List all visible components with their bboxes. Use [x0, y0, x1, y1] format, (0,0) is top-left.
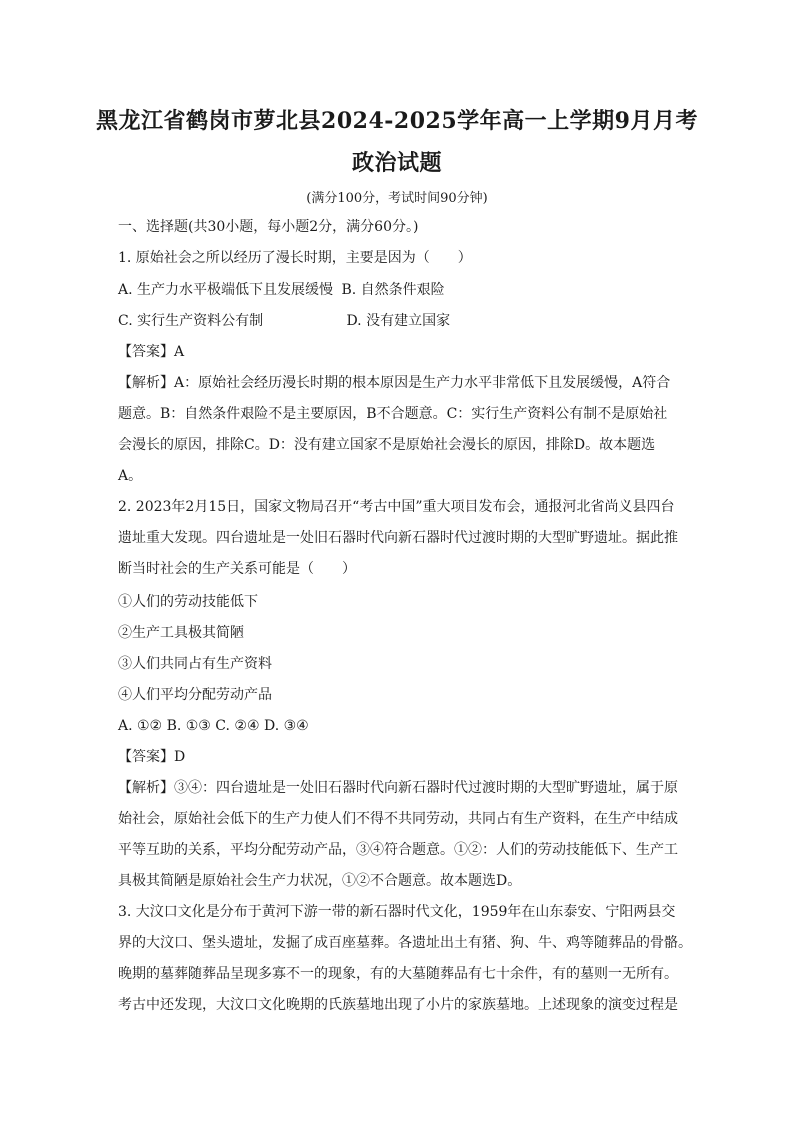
q1-options-row2 — [118, 312, 450, 330]
q2-analysis-line: 具极其简陋是原始社会生产力状况，①②不合题意。故本题选D。 — [118, 873, 522, 889]
q1-option-b: B. 自然条件艰险 — [341, 282, 445, 298]
q1-analysis-line: A。 — [118, 468, 143, 484]
q2-analysis-line: 始社会，原始社会低下的生产力使人们不得不共同劳动，共同占有生产资料，在生产中结成 — [118, 811, 678, 827]
q2-item: ④人们平均分配劳动产品 — [118, 687, 272, 703]
q2-stem-line: 遗址重大发现。四台遗址是一处旧石器时代向新石器时代过渡时期的大型旷野遗址。据此推 — [118, 530, 678, 546]
doc-title-line2: 政治试题 — [351, 150, 442, 176]
q2-stem-line: 断当时社会的生产关系可能是（ ） — [118, 561, 356, 577]
q3-stem-line: 晚期的墓葬随葬品呈现多寡不一的现象，有的大墓随葬品有七十余件，有的墓则一无所有。 — [118, 966, 678, 982]
exam-info: (满分100分，考试时间90分钟) — [306, 191, 488, 206]
q3-stem-line: 界的大汶口、堡头遗址，发掘了成百座墓葬。各遗址出土有猪、狗、牛、鸡等随葬品的骨骼。 — [118, 935, 692, 951]
q2-analysis-line: 【解析】③④：四台遗址是一处旧石器时代向新石器时代过渡时期的大型旷野遗址，属于原 — [118, 780, 678, 796]
q1-answer: 【答案】A — [118, 344, 185, 360]
q2-analysis-line: 平等互助的关系，平均分配劳动产品，③④符合题意。①②：人们的劳动技能低下、生产工 — [118, 842, 678, 858]
q2-item: ①人们的劳动技能低下 — [118, 594, 258, 610]
q2-stem-line: 2. 2023年2月15日，国家文物局召开“考古中国”重大项目发布会，通报河北省尚义县四台 — [118, 499, 675, 515]
q3-stem-line: 考古中还发现，大汶口文化晚期的氏族墓地出现了小片的家族墓地。上述现象的演变过程是 — [118, 997, 678, 1013]
q2-item: ③人们共同占有生产资料 — [118, 656, 272, 672]
q1-option-c: C. 实行生产资料公有制 — [118, 313, 264, 329]
q2-answer: 【答案】D — [118, 749, 186, 765]
section-heading: 一、选择题(共30小题，每小题2分，满分60分。) — [118, 219, 419, 235]
q1-analysis-line: 会漫长的原因，排除C。D：没有建立国家不是原始社会漫长的原因，排除D。故本题选 — [118, 437, 656, 453]
q2-item: ②生产工具极其简陋 — [118, 625, 244, 641]
q1-option-a: A. 生产力水平极端低下且发展缓慢 — [118, 282, 334, 298]
q1-option-d: D. 没有建立国家 — [346, 313, 451, 329]
q1-options-row1 — [118, 281, 445, 299]
q1-stem: 1. 原始社会之所以经历了漫长时期，主要是因为（ ） — [118, 250, 472, 266]
q3-stem-line: 3. 大汶口文化是分布于黄河下游一带的新石器时代文化，1959年在山东泰安、宁阳两县交 — [118, 904, 676, 920]
q1-analysis-line: 【解析】A：原始社会经历漫长时期的根本原因是生产力水平非常低下且发展缓慢，A符合 — [118, 375, 671, 391]
q1-analysis-line: 题意。B：自然条件艰险不是主要原因，B不合题意。C：实行生产资料公有制不是原始社 — [118, 406, 668, 422]
q2-options: A. ①② B. ①③ C. ②④ D. ③④ — [118, 718, 309, 734]
doc-title-line1: 黑龙江省鹤岗市萝北县2024-2025学年高一上学期9月月考 — [96, 108, 698, 134]
